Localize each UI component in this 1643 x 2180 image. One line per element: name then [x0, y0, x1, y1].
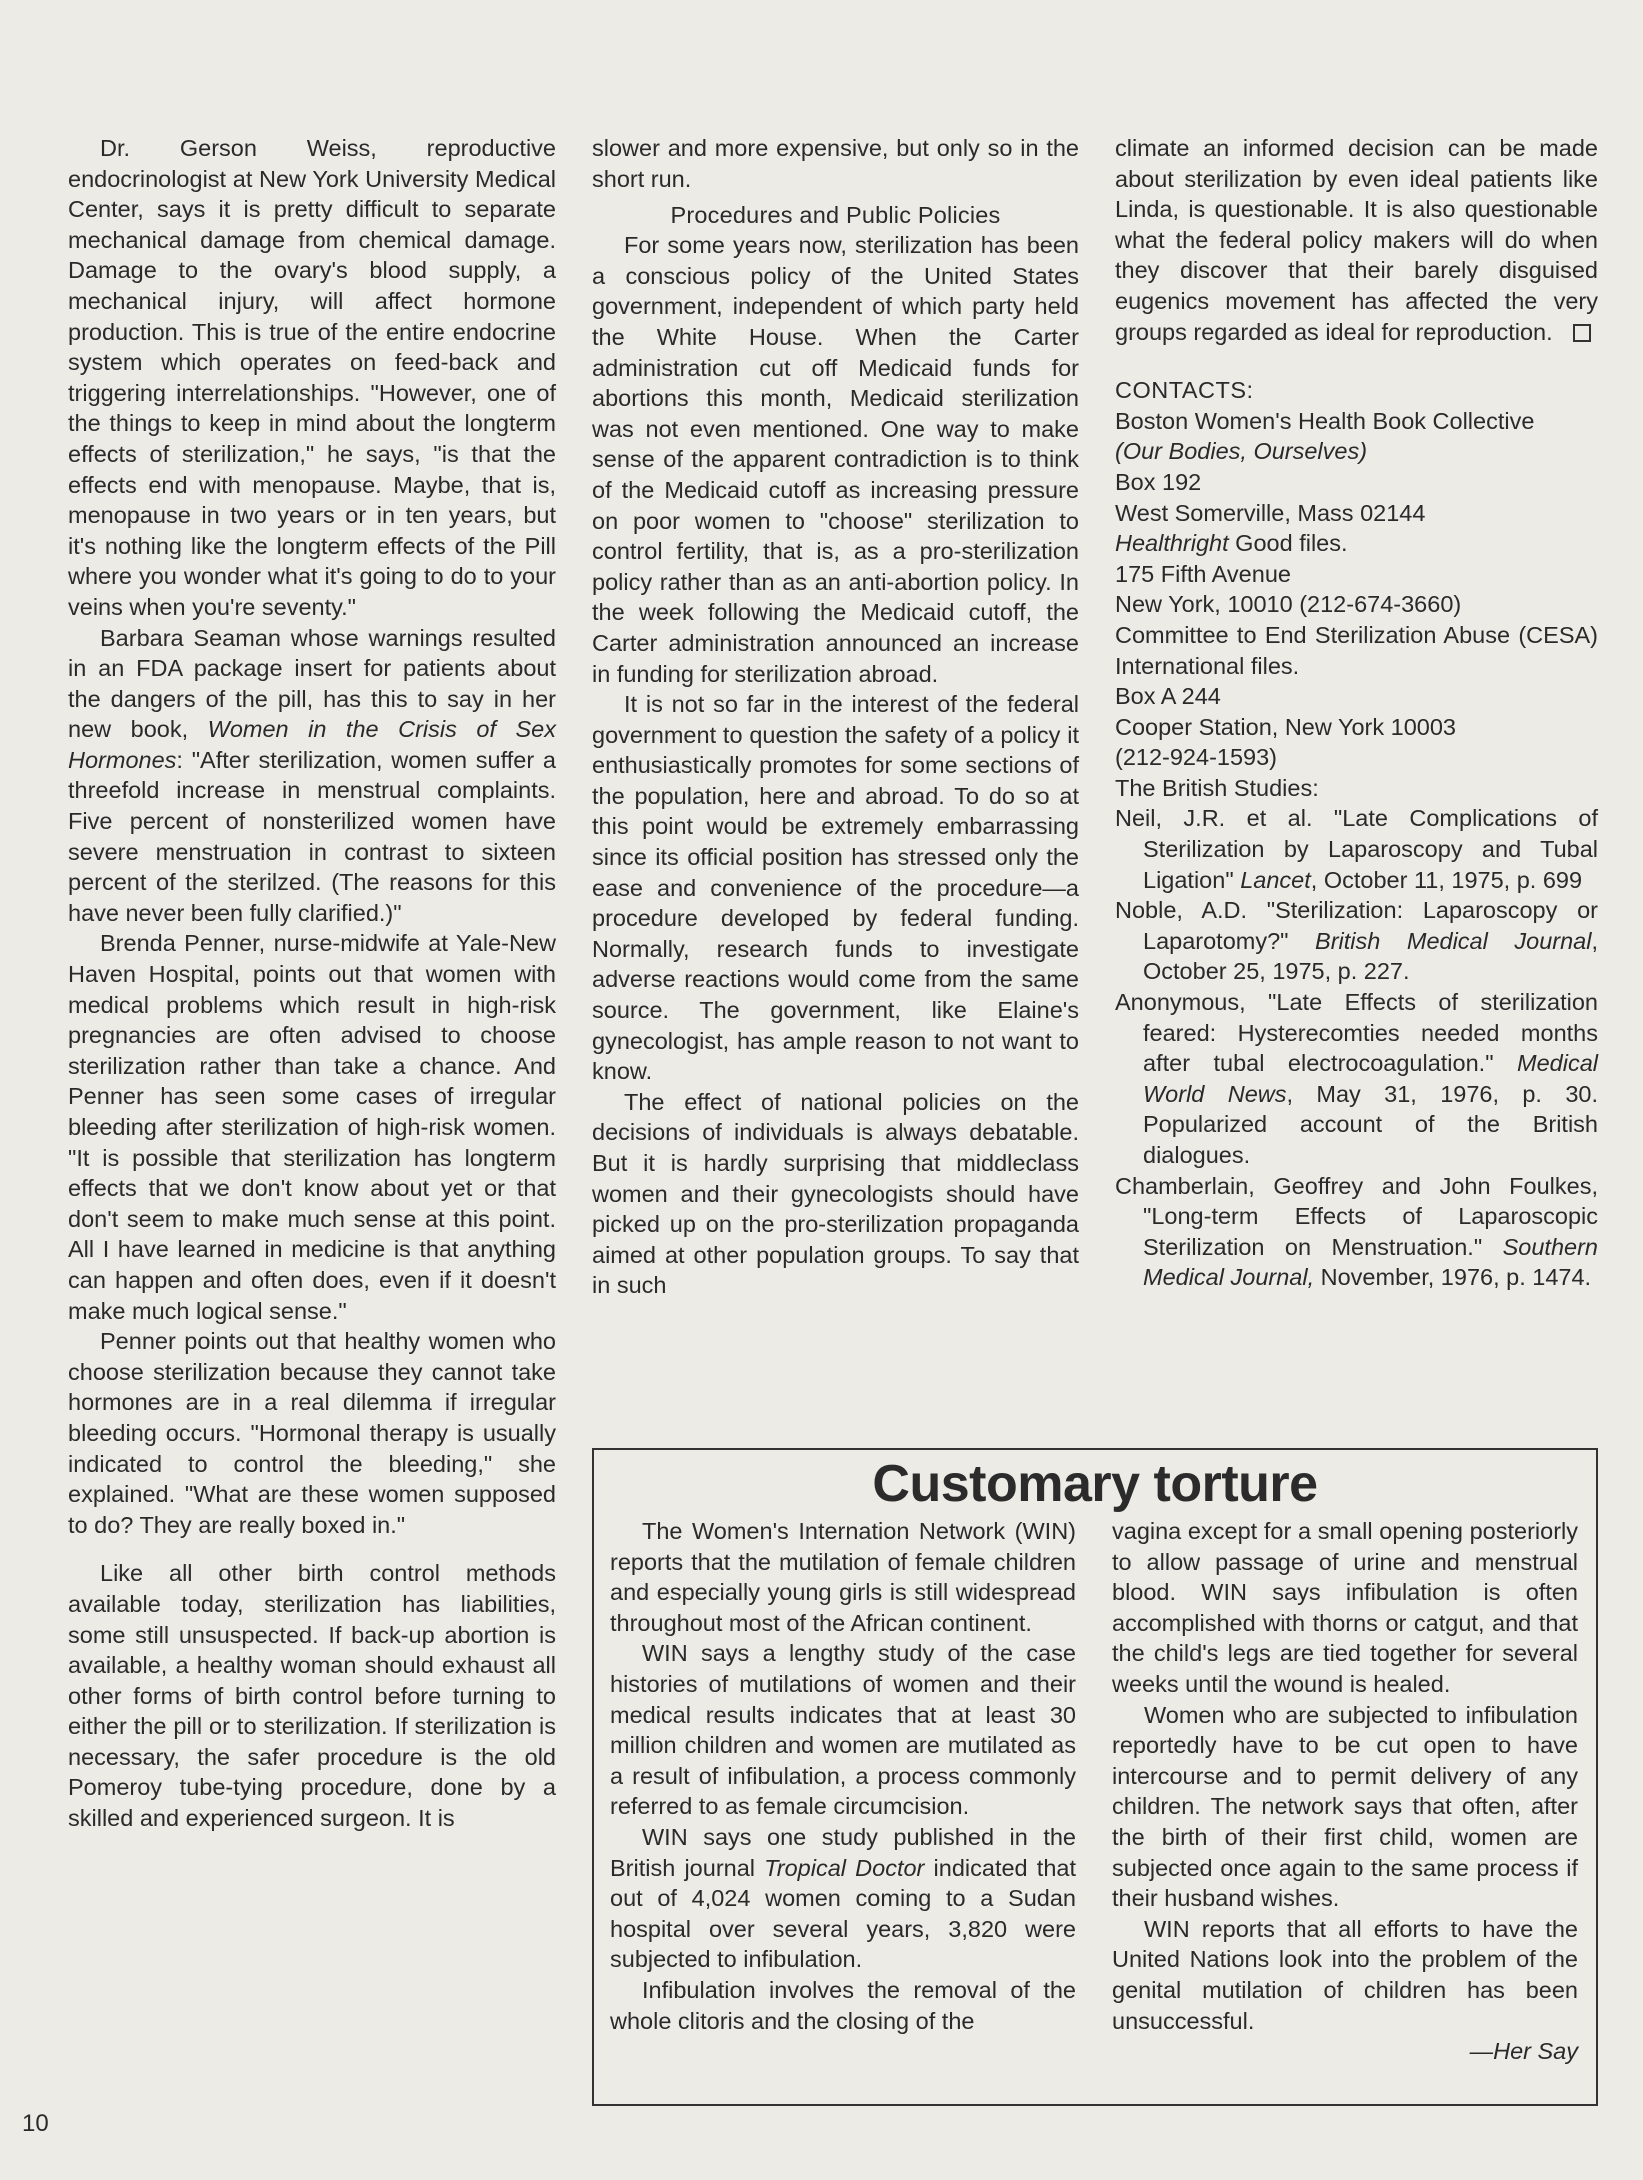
paragraph-penner-dilemma: Penner points out that healthy women who choose sterilization because they cannot take hormones are in a real dilemma if irregular bleeding occurs. "Hormonal therapy is usually indicated to control the bleeding," she explained. "What are these women supposed to do? They are really boxed in." [68, 1328, 556, 1538]
contact-line: Box 192 [1115, 468, 1202, 495]
reference-item [1115, 1171, 1598, 1293]
contact-line [1115, 436, 1598, 467]
contact-line: Boston Women's Health Book Collective [1115, 407, 1535, 434]
text-segment: , October 25, 1975, p. 227. [1143, 927, 1598, 985]
reference-item [1115, 803, 1598, 895]
sidebar-column-2 [1112, 1516, 1578, 2067]
paragraph-weiss: Dr. Gerson Weiss, reproductive endocrinologist at New York University Medical Center, says it is pretty difficult to separate mechanical damage from chemical damage. Damage to the ovary's blood supply, a mechanical injury, will affect hormone production. This is true of the entire endocrine system which operates on feed-back and triggering interrelationships. "However, one of the things to keep in mind about the longterm effects of sterilization," he says, "is that the effects end with menopause. Maybe, that is, menopause in two years or in ten years, but it's nothing like the longterm effects of the Pill where you wonder what it's going to do to your veins when you're seventy." [68, 135, 556, 620]
text-segment: November, 1976, p. 1474. [1314, 1264, 1592, 1291]
contact-line: Box A 244 [1115, 683, 1221, 710]
paragraph-seaman [68, 623, 556, 929]
contact-line: The British Studies: [1115, 774, 1319, 801]
text-segment: Neil, J.R. et al. "Late Complications of Sterilization by Laparoscopy and Tubal Ligation" [1115, 805, 1598, 893]
end-mark-icon [1573, 324, 1591, 342]
contacts-heading: CONTACTS: [1115, 377, 1254, 404]
paragraph-national-policies: The effect of national policies on the decisions of individuals is always debatable. But it is hardly surprising that middleclass women and their gynecologists should have picked up on the pro-sterilization propaganda aimed at other population groups. To say that in such [592, 1088, 1079, 1299]
page-number: 10 [22, 2110, 49, 2137]
reference-item [1115, 895, 1598, 987]
journal-name: Lancet [1240, 866, 1311, 893]
text-segment: Chamberlain, Geoffrey and John Foulkes, "Long-term Effects of Laparoscopic Sterilization on Menstruation." [1115, 1172, 1598, 1260]
text-segment: WIN says one study published in the British journal [610, 1823, 1076, 1881]
text-segment: Barbara Seaman whose warnings resulted in an FDA package insert for patients about the dangers of the pill, has this to say in her new book, [68, 624, 556, 743]
article-column-1 [68, 133, 556, 1834]
paragraph-continuation: slower and more expensive, but only so in the short run. [592, 135, 1079, 192]
paragraph-federal-interest: It is not so far in the interest of the federal government to question the safety of a policy it enthusiastically promotes for some sections of the population, here and abroad. To do so at this point would be extremely embarrassing since its official position has stressed only the ease and convenience of the procedure—a procedure developed by federal funding. Normally, research funds to investigate adverse reactions would come from the same source. The government, like Elaine's gynecologist, has ample reason to not want to know. [592, 691, 1079, 1085]
sidebar-paragraph: Women who are subjected to infibulation reportedly have to be cut open to have intercourse and to permit delivery of any children. The network says that often, after the birth of their first child, women are subjected once again to the same process if their husband wishes. [1112, 1701, 1578, 1912]
contact-line: Cooper Station, New York 10003 [1115, 713, 1456, 740]
contact-line: Committee to End Sterilization Abuse (CESA) International files. [1115, 621, 1598, 679]
contact-line: 175 Fifth Avenue [1115, 560, 1291, 587]
section-subheading: Procedures and Public Policies [670, 202, 1001, 229]
text-segment: Noble, A.D. "Sterilization: Laparoscopy or Laparotomy?" [1115, 897, 1598, 954]
sidebar-paragraph: Infibulation involves the removal of the whole clitoris and the closing of the [610, 1976, 1076, 2034]
sidebar-column-1 [610, 1516, 1076, 2036]
contact-line: (212-924-1593) [1115, 744, 1277, 771]
text-segment: Good files. [1228, 530, 1348, 557]
reference-item [1115, 987, 1598, 1171]
text-segment: indicated that out of 4,024 women coming to a Sudan hospital over several years, 3,820 were subjected to infibulation. [610, 1854, 1076, 1973]
contact-line [1115, 528, 1598, 559]
text-segment: climate an informed decision can be made about sterilization by even ideal patients like Linda, is questionable. It is also questionable what the federal policy makers will do when they discover that their barely disguised eugenics movement has affected the very groups regarded as ideal for reproduction. [1115, 135, 1598, 345]
text-segment: , May 31, 1976, p. 30. Popularized account of the British dialogues. [1143, 1080, 1598, 1168]
article-column-2 [592, 133, 1079, 1301]
book-title: (Our Bodies, Ourselves) [1115, 438, 1368, 465]
journal-name: Medical World News [1143, 1050, 1598, 1107]
contact-line: West Somerville, Mass 02144 [1115, 499, 1426, 526]
sidebar-paragraph: The Women's Internation Network (WIN) reports that the mutilation of female children and especially young girls is still widespread throughout most of the African continent. [610, 1518, 1076, 1636]
journal-name: Tropical Doctor [764, 1854, 925, 1881]
journal-name: Southern Medical Journal, [1143, 1233, 1598, 1291]
text-segment: : "After sterilization, women suffer a threefold increase in menstrual complaints. Five percent of nonsterilized women have severe menstruation in contrast to sixteen percent of the sterilzed. (The reasons for this have never been fully clarified.)" [68, 746, 556, 926]
text-segment: , October 11, 1975, p. 699 [1310, 866, 1583, 893]
paragraph-policy: For some years now, sterilization has been a conscious policy of the United States government, independent of which party held the White House. When the Carter administration cut off Medicaid funds for abortions this month, Medicaid sterilization was not even mentioned. One way to make sense of the apparent contradiction is to think of the Medicaid cutoff as increasing pressure on poor women to "choose" sterilization to control fertility, that is, as a pro-sterilization policy rather than as an anti-abortion policy. In the week following the Medicaid cutoff, the Carter administration announced an increase in funding for sterilization abroad. [592, 232, 1079, 687]
article-column-3 [1115, 133, 1598, 1293]
paragraph-conclusion: Like all other birth control methods available today, sterilization has liabilities, some still unsuspected. If back-up abortion is available, a healthy woman should exhaust all other forms of birth control before turning to either the pill or to sterilization. If sterilization is necessary, the safer procedure is the old Pomeroy tube-tying procedure, done by a skilled and experienced surgeon. It is [68, 1560, 556, 1832]
sidebar-title: Customary torture [872, 1455, 1318, 1513]
sidebar-paragraph: WIN says a lengthy study of the case histories of mutilations of women and their medical results indicates that at least 30 million children and women are mutilated as a result of infibulation, a process commonly referred to as female circumcision. [610, 1640, 1076, 1820]
paragraph-closing [1115, 133, 1598, 347]
sidebar-paragraph [610, 1822, 1076, 1975]
contacts-list [1115, 406, 1598, 1293]
sidebar-paragraph: WIN reports that all efforts to have the United Nations look into the problem of the genital mutilation of children has been unsuccessful. [1112, 1915, 1578, 2034]
book-title: Women in the Crisis of Sex Hormones [68, 716, 556, 773]
sidebar-signature: —Her Say [1469, 2038, 1578, 2065]
sidebar-paragraph-continued: vagina except for a small opening posteriorly to allow passage of urine and menstrual blood. WIN says infibulation is often accomplished with thorns or catgut, and that the child's legs are tied together for several weeks until the wound is healed. [1112, 1518, 1578, 1697]
journal-name: British Medical Journal [1315, 927, 1592, 954]
contact-line: New York, 10010 (212-674-3660) [1115, 591, 1462, 618]
paragraph-penner: Brenda Penner, nurse-midwife at Yale-New Haven Hospital, points out that women with medical problems which result in high-risk pregnancies are often advised to choose sterilization rather than take a chance. And Penner has seen some cases of irregular bleeding after sterilization of high-risk women. "It is possible that sterilization has longterm effects that we don't know about yet or that don't seem to make much sense at this point. All I have learned in medicine is that anything can happen and often does, even if it doesn't make much logical sense." [68, 930, 556, 1324]
organization-name: Healthright [1115, 530, 1229, 557]
text-segment: Anonymous, "Late Effects of sterilization feared: Hysterecomties needed months after tubal electrocoagulation." [1115, 989, 1598, 1077]
